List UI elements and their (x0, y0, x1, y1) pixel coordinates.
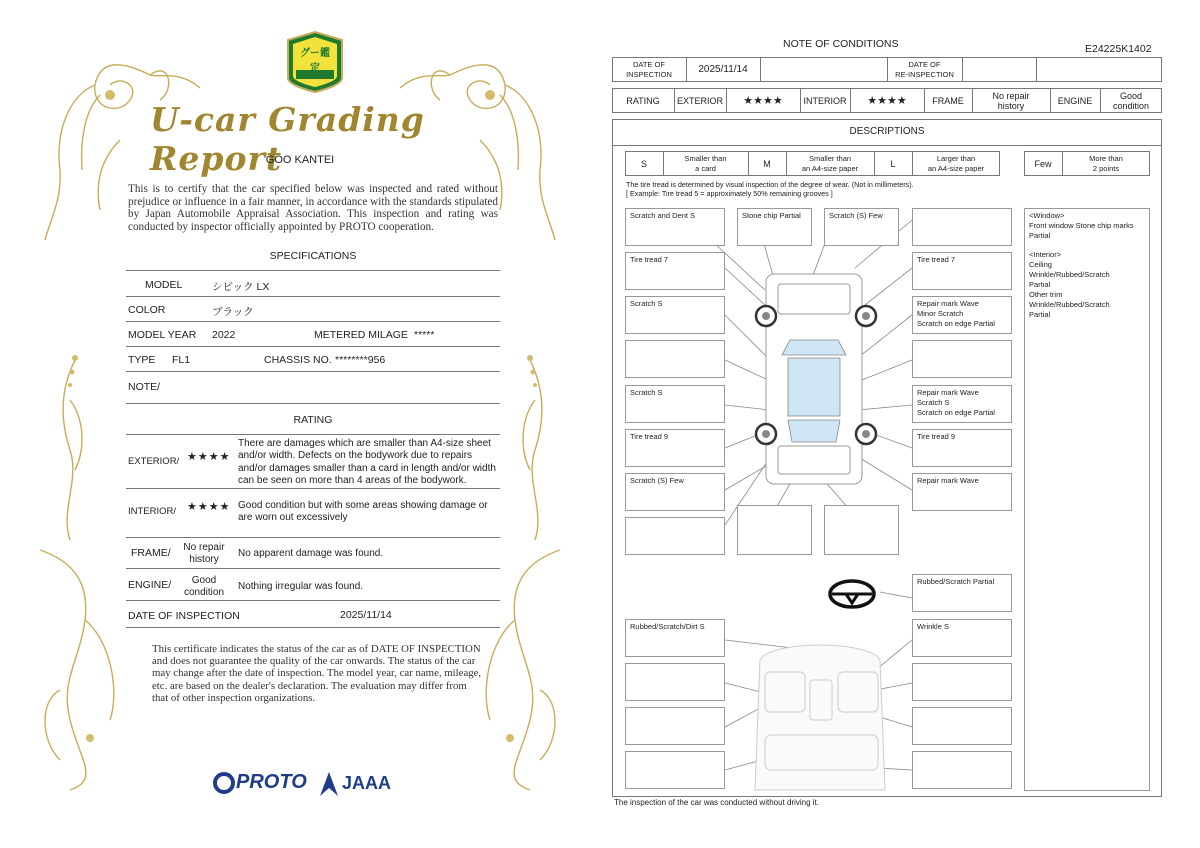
legend-m: M (763, 158, 771, 169)
metered-mileage-label: METERED MILAGE (314, 329, 408, 341)
frame-value (178, 542, 230, 567)
interior-stars: ★★★★ (187, 501, 231, 513)
legend-l: L (890, 158, 896, 169)
specifications-heading: SPECIFICATIONS (269, 250, 357, 262)
date-of-inspection-value: 2025/11/14 (698, 63, 748, 75)
damage-box: Scratch (S) Few (625, 473, 725, 511)
damage-box: Scratch (S) Few (824, 208, 899, 246)
date-of-inspection-value: 2025/11/14 (340, 609, 392, 621)
label-line: DATE OF (908, 59, 941, 69)
tire-note: The tire tread is determined by visual inspection of the degree of wear. (Not in millimeters). (626, 180, 914, 189)
proto-logo-text: PROTO (236, 771, 307, 793)
divider (126, 488, 500, 489)
steering-box: Rubbed/Scratch Partial (912, 574, 1012, 612)
frame-description: No apparent damage was found. (238, 548, 384, 559)
chassis-value: ********956 (335, 354, 386, 366)
date-of-inspection-label: DATE OF INSPECTION (128, 610, 240, 622)
damage-box (824, 505, 899, 555)
model-year-value: 2022 (212, 329, 236, 341)
legend-line: More than (1089, 153, 1123, 163)
note-label: NOTE/ (128, 381, 161, 393)
interior-box: Wrinkle S (912, 619, 1012, 657)
legend-line: Smaller than (808, 153, 852, 163)
value-line: Good (1119, 90, 1143, 101)
divider (126, 537, 500, 538)
interior-stars: ★★★★ (867, 94, 907, 107)
divider (126, 568, 500, 569)
damage-line: Scratch on edge Partial (917, 408, 995, 417)
notes-heading: <Window> (1029, 211, 1065, 220)
legend-line: Smaller than (684, 153, 727, 163)
engine-value-line: Good (191, 575, 217, 586)
notes-line: Partial (1029, 310, 1051, 319)
legend-line: an A4-size paper (927, 163, 985, 173)
notes-line: Wrinkle/Rubbed/Scratch (1029, 270, 1110, 279)
notes-line: Wrinkle/Rubbed/Scratch (1029, 300, 1110, 309)
model-value: シビック LX (212, 281, 270, 293)
certificate-footnote: This certificate indicates the status of the car as of DATE OF INSPECTION and does not guarantee the quality of the car onwards. The status of the car may change after the date of inspection. The model year, car name, mileage, etc. are based on the dealer's declaration. The evaluation may differ from that of other inspection organizations. (152, 643, 482, 704)
exterior-label: EXTERIOR (676, 95, 723, 106)
tire-box: Tire tread 9 (625, 429, 725, 467)
damage-box (912, 385, 1012, 423)
color-value: ブラック (212, 306, 254, 318)
damage-line: Scratch on edge Partial (917, 319, 995, 328)
divider (126, 600, 500, 601)
engine-label: ENGINE/ (128, 579, 172, 591)
exterior-stars: ★★★★ (187, 451, 231, 463)
frame-value-line: No repair (183, 542, 225, 553)
label-line: DATE OF (633, 59, 665, 69)
badge-text: グー鑑定 (300, 48, 330, 74)
damage-box: Scratch S (625, 296, 725, 334)
footer-note: The inspection of the car was conducted without driving it. (614, 798, 819, 807)
engine-value-line: condition (183, 587, 225, 599)
interior-box (912, 751, 1012, 789)
damage-box (912, 208, 1012, 246)
value-line: No repair (992, 90, 1030, 101)
damage-box (912, 340, 1012, 378)
interior-box (625, 751, 725, 789)
divider (126, 296, 500, 297)
damage-box: Scratch and Dent S (625, 208, 725, 246)
interior-box: Rubbed/Scratch/Dirt S (625, 619, 725, 657)
model-year-label: MODEL YEAR (128, 329, 197, 341)
exterior-label: EXTERIOR/ (128, 456, 180, 467)
tire-box: Tire tread 9 (912, 429, 1012, 467)
damage-line: Repair mark Wave (917, 299, 979, 308)
divider (126, 270, 500, 271)
damage-box (625, 517, 725, 555)
color-label: COLOR (128, 304, 166, 316)
legend-line: an A4-size paper (801, 163, 859, 173)
damage-line: Repair mark Wave (917, 388, 979, 397)
report-title: U-car Grading Report (150, 100, 425, 178)
report-subtitle: GOO KANTEI (265, 154, 335, 166)
document-code: E24225K1402 (1085, 43, 1152, 55)
jaaa-logo-text: JAAA (342, 773, 392, 793)
damage-box: Scratch S (625, 385, 725, 423)
value-line: condition (1112, 100, 1150, 111)
interior-label: INTERIOR (803, 95, 847, 106)
exterior-stars: ★★★★ (743, 94, 783, 107)
conditions-title: NOTE OF CONDITIONS (783, 38, 899, 50)
descriptions-heading: DESCRIPTIONS (849, 126, 925, 137)
metered-mileage-value: ***** (414, 329, 435, 341)
type-label: TYPE (128, 354, 156, 366)
interior-box (625, 663, 725, 701)
type-value: FL1 (172, 354, 191, 366)
damage-box (737, 505, 812, 555)
divider (126, 434, 500, 435)
damage-line: Scratch S (917, 398, 950, 407)
note-of-conditions (600, 0, 1200, 848)
divider (126, 403, 500, 404)
damage-box (625, 340, 725, 378)
legend-line: a card (695, 163, 716, 173)
interior-box (625, 707, 725, 745)
frame-value-line: history (189, 554, 219, 566)
label-line: RE-INSPECTION (895, 69, 954, 79)
damage-box: Repair mark Wave (912, 473, 1012, 511)
jaaa-logo-icon (318, 770, 340, 803)
notes-line: Ceiling (1029, 260, 1052, 269)
chassis-label: CHASSIS NO. (264, 354, 332, 366)
frame-label: FRAME (932, 95, 964, 106)
interior-box (912, 663, 1012, 701)
damage-line: Minor Scratch (917, 309, 964, 318)
notes-line: Front window Stone chip marks (1029, 221, 1134, 230)
notes-line: Other trim (1029, 290, 1063, 299)
tire-box: Tire tread 7 (912, 252, 1012, 290)
rating-label: RATING (626, 95, 660, 106)
legend-line: 2 points (1092, 163, 1120, 173)
value-line: history (997, 100, 1025, 111)
additional-notes (1024, 208, 1150, 791)
divider (126, 627, 500, 628)
engine-value (178, 575, 230, 600)
engine-description: Nothing irregular was found. (238, 581, 364, 592)
model-label: MODEL (145, 279, 183, 291)
damage-box (912, 296, 1012, 334)
divider (126, 321, 500, 322)
notes-heading: <Interior> (1029, 250, 1062, 259)
legend-line: Larger than (936, 153, 976, 163)
interior-box (912, 707, 1012, 745)
interior-description: Good condition but with some areas showing damage or are worn out excessively (238, 500, 488, 524)
notes-line: Partial (1029, 231, 1051, 240)
divider (126, 346, 500, 347)
label-line: INSPECTION (626, 69, 672, 79)
rating-heading: RATING (293, 414, 333, 426)
legend-few: Few (1034, 158, 1052, 169)
tire-example: [ Example: Tire tread 5 = approximately 50% remaining grooves ] (626, 189, 833, 198)
certify-text: This is to certify that the car specified below was inspected and rated without prejudice or influence in a fair manner, in accordance with the standards stipulated by Japan Automobile Appraisal Association. This inspection and rating was conducted by inspector officially appointed by PROTO cooperation. (128, 183, 498, 233)
exterior-description: There are damages which are smaller than A4-size sheet and/or width. Defects on the bodywork due to repairs and/or damages smaller than a card in length and/or width can be seen on more than 4 areas of the bodywork. (238, 438, 496, 486)
legend-s: S (640, 158, 647, 169)
interior-label: INTERIOR/ (128, 506, 177, 517)
steering-wheel-icon (830, 581, 874, 607)
damage-box: Stone chip Partial (737, 208, 812, 246)
frame-label: FRAME/ (131, 547, 171, 559)
divider (126, 371, 500, 372)
notes-line: Partial (1029, 280, 1051, 289)
engine-label: ENGINE (1057, 95, 1093, 106)
tire-box: Tire tread 7 (625, 252, 725, 290)
